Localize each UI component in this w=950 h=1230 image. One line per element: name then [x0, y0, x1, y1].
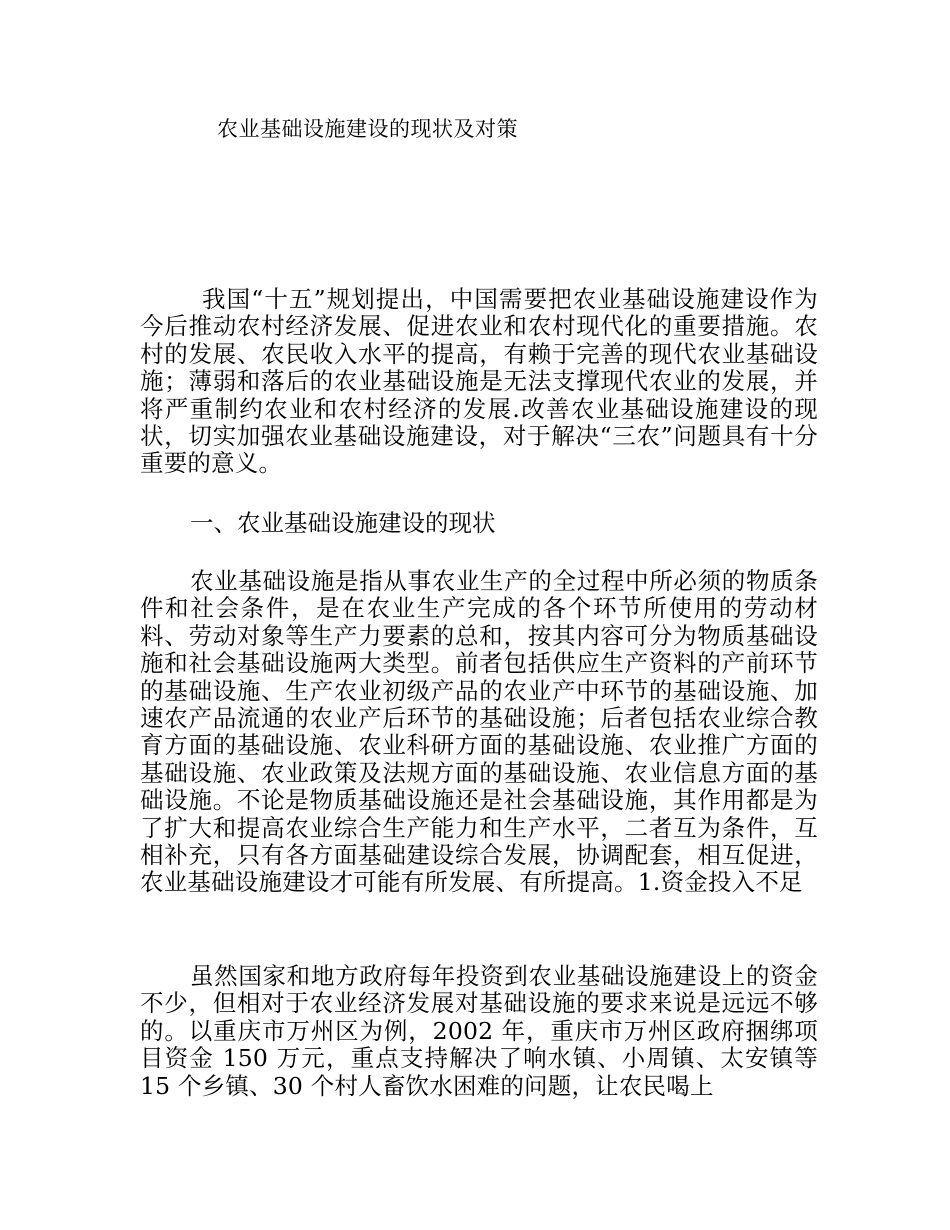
section-heading: 一、农业基础设施建设的现状	[190, 509, 496, 537]
paragraph-definition: 农业基础设施是指从事农业生产的全过程中所必须的物质条件和社会条件，是在农业生产完成的各个环节所使用的劳动材料、劳动对象等生产力要素的总和，按其内容可分为物质基础设施和社会基础设施两大类型。前者包括供应生产资料的产前环节的基础设施、生产农业初级产品的农业产中环节的基础设施、加速农产品流通的农业产后环节的基础设施；后者包括农业综合教育方面的基础设施、农业科研方面的基础设施、农业推广方面的基础设施、农业政策及法规方面的基础设施、农业信息方面的基础设施。不论是物质基础设施还是社会基础设施，其作用都是为了扩大和提高农业综合生产能力和生产水平，二者互为条件，互相补充，只有各方面基础建设综合发展，协调配套，相互促进，农业基础设施建设才可能有所发展、有所提高。1.资金投入不足	[140, 567, 818, 897]
paragraph-funding: 虽然国家和地方政府每年投资到农业基础设施建设上的资金不少，但相对于农业经济发展对基础设施的要求来说是远远不够的。以重庆市万州区为例，2002 年，重庆市万州区政府捆绑项目资金 150 万元，重点支持解决了响水镇、小周镇、太安镇等 15 个乡镇、30 个村人畜饮水困难的问题，让农民喝上	[140, 962, 818, 1100]
document-title: 农业基础设施建设的现状及对策	[217, 117, 518, 141]
paragraph-intro: 我国“十五”规划提出，中国需要把农业基础设施建设作为今后推动农村经济发展、促进农业和农村现代化的重要措施。农村的发展、农民收入水平的提高，有赖于完善的现代农业基础设施；薄弱和落后的农业基础设施是无法支撑现代农业的发展，并将严重制约农业和农村经济的发展.改善农业基础设施建设的现状，切实加强农业基础设施建设，对于解决“三农”问题具有十分重要的意义。	[140, 285, 818, 478]
